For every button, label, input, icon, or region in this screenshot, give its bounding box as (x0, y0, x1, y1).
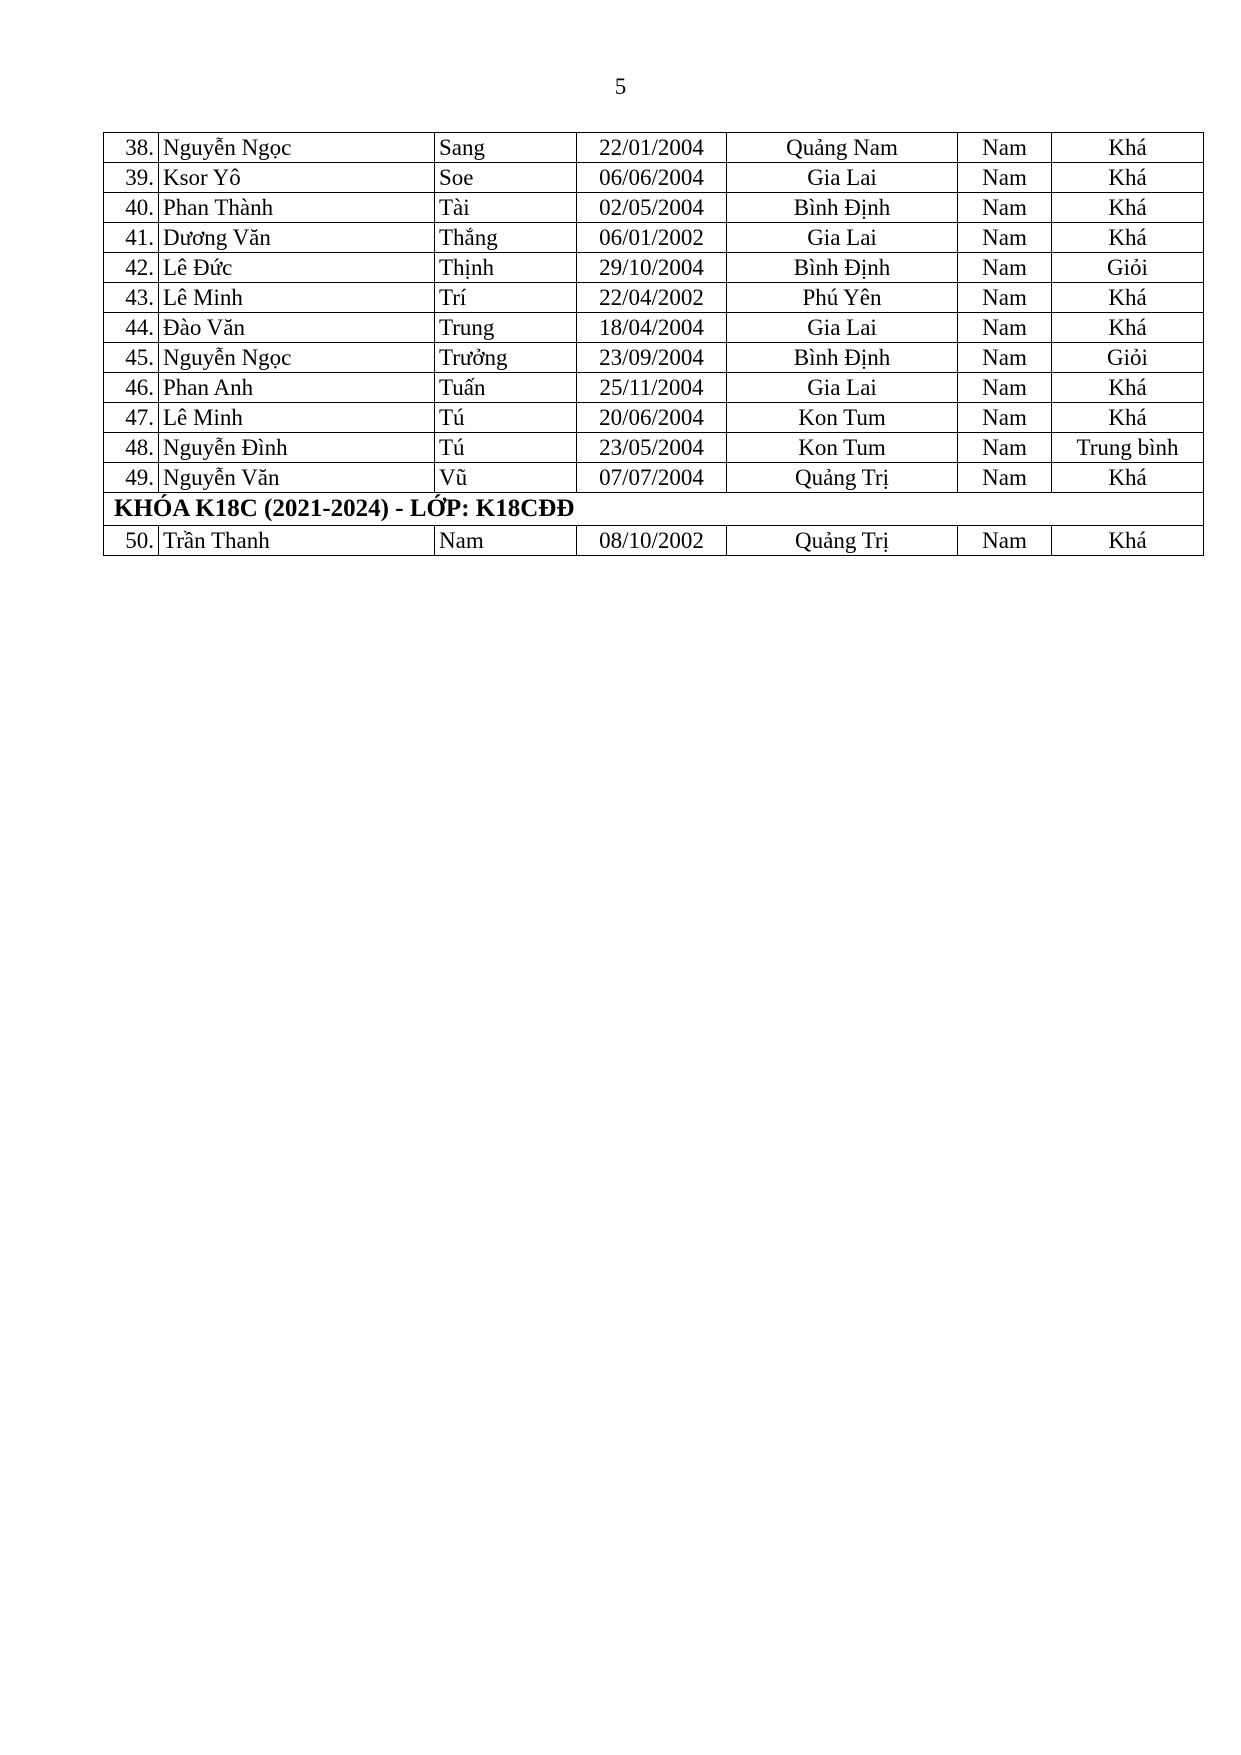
given-name-cell: Tú (435, 433, 577, 463)
table-row (104, 403, 1204, 433)
grade-cell: Khá (1052, 193, 1204, 223)
gender-cell: Nam (958, 343, 1052, 373)
given-name-cell: Trung (435, 313, 577, 343)
birth-date-cell: 23/09/2004 (577, 343, 727, 373)
birth-date-cell: 25/11/2004 (577, 373, 727, 403)
surname-cell: Đào Văn (159, 313, 435, 343)
row-number-cell: 50. (104, 526, 159, 556)
birth-date-cell: 08/10/2002 (577, 526, 727, 556)
table-row (104, 133, 1204, 163)
given-name-cell: Sang (435, 133, 577, 163)
row-number-cell: 39. (104, 163, 159, 193)
gender-cell: Nam (958, 403, 1052, 433)
class-group-heading: KHÓA K18C (2021-2024) - LỚP: K18CĐĐ (104, 493, 1204, 526)
hometown-cell: Gia Lai (727, 163, 958, 193)
table-row (104, 433, 1204, 463)
row-number-cell: 41. (104, 223, 159, 253)
surname-cell: Trần Thanh (159, 526, 435, 556)
grade-cell: Giỏi (1052, 253, 1204, 283)
table-row (104, 193, 1204, 223)
gender-cell: Nam (958, 313, 1052, 343)
birth-date-cell: 22/01/2004 (577, 133, 727, 163)
birth-date-cell: 23/05/2004 (577, 433, 727, 463)
given-name-cell: Trưởng (435, 343, 577, 373)
student-table-body (104, 133, 1204, 556)
surname-cell: Ksor Yô (159, 163, 435, 193)
hometown-cell: Gia Lai (727, 373, 958, 403)
hometown-cell: Bình Định (727, 343, 958, 373)
gender-cell: Nam (958, 463, 1052, 493)
table-row (104, 373, 1204, 403)
hometown-cell: Gia Lai (727, 223, 958, 253)
table-row (104, 223, 1204, 253)
hometown-cell: Quảng Trị (727, 463, 958, 493)
surname-cell: Phan Anh (159, 373, 435, 403)
given-name-cell: Thắng (435, 223, 577, 253)
grade-cell: Khá (1052, 283, 1204, 313)
birth-date-cell: 02/05/2004 (577, 193, 727, 223)
gender-cell: Nam (958, 163, 1052, 193)
row-number-cell: 38. (104, 133, 159, 163)
gender-cell: Nam (958, 373, 1052, 403)
row-number-cell: 47. (104, 403, 159, 433)
grade-cell: Khá (1052, 133, 1204, 163)
gender-cell: Nam (958, 223, 1052, 253)
grade-cell: Giỏi (1052, 343, 1204, 373)
row-number-cell: 42. (104, 253, 159, 283)
student-table (103, 132, 1204, 556)
given-name-cell: Trí (435, 283, 577, 313)
given-name-cell: Soe (435, 163, 577, 193)
grade-cell: Khá (1052, 526, 1204, 556)
hometown-cell: Phú Yên (727, 283, 958, 313)
grade-cell: Trung bình (1052, 433, 1204, 463)
birth-date-cell: 06/06/2004 (577, 163, 727, 193)
birth-date-cell: 22/04/2002 (577, 283, 727, 313)
given-name-cell: Tú (435, 403, 577, 433)
surname-cell: Lê Minh (159, 283, 435, 313)
given-name-cell: Thịnh (435, 253, 577, 283)
grade-cell: Khá (1052, 463, 1204, 493)
surname-cell: Phan Thành (159, 193, 435, 223)
table-row (104, 343, 1204, 373)
birth-date-cell: 29/10/2004 (577, 253, 727, 283)
gender-cell: Nam (958, 433, 1052, 463)
birth-date-cell: 20/06/2004 (577, 403, 727, 433)
class-group-row (104, 493, 1204, 526)
hometown-cell: Bình Định (727, 193, 958, 223)
gender-cell: Nam (958, 283, 1052, 313)
table-row (104, 313, 1204, 343)
grade-cell: Khá (1052, 223, 1204, 253)
hometown-cell: Gia Lai (727, 313, 958, 343)
birth-date-cell: 18/04/2004 (577, 313, 727, 343)
table-row (104, 163, 1204, 193)
table-row (104, 463, 1204, 493)
gender-cell: Nam (958, 253, 1052, 283)
table-row (104, 253, 1204, 283)
surname-cell: Lê Minh (159, 403, 435, 433)
given-name-cell: Nam (435, 526, 577, 556)
given-name-cell: Tuấn (435, 373, 577, 403)
gender-cell: Nam (958, 133, 1052, 163)
given-name-cell: Vũ (435, 463, 577, 493)
table-row (104, 283, 1204, 313)
grade-cell: Khá (1052, 403, 1204, 433)
row-number-cell: 40. (104, 193, 159, 223)
surname-cell: Lê Đức (159, 253, 435, 283)
birth-date-cell: 06/01/2002 (577, 223, 727, 253)
table-row (104, 526, 1204, 556)
grade-cell: Khá (1052, 313, 1204, 343)
birth-date-cell: 07/07/2004 (577, 463, 727, 493)
row-number-cell: 43. (104, 283, 159, 313)
surname-cell: Nguyễn Ngọc (159, 133, 435, 163)
surname-cell: Nguyễn Văn (159, 463, 435, 493)
gender-cell: Nam (958, 193, 1052, 223)
row-number-cell: 44. (104, 313, 159, 343)
hometown-cell: Quảng Trị (727, 526, 958, 556)
gender-cell: Nam (958, 526, 1052, 556)
grade-cell: Khá (1052, 373, 1204, 403)
row-number-cell: 49. (104, 463, 159, 493)
page-number: 5 (614, 74, 627, 99)
row-number-cell: 46. (104, 373, 159, 403)
hometown-cell: Kon Tum (727, 433, 958, 463)
row-number-cell: 45. (104, 343, 159, 373)
grade-cell: Khá (1052, 163, 1204, 193)
hometown-cell: Quảng Nam (727, 133, 958, 163)
hometown-cell: Bình Định (727, 253, 958, 283)
surname-cell: Nguyễn Đình (159, 433, 435, 463)
row-number-cell: 48. (104, 433, 159, 463)
given-name-cell: Tài (435, 193, 577, 223)
surname-cell: Nguyễn Ngọc (159, 343, 435, 373)
hometown-cell: Kon Tum (727, 403, 958, 433)
surname-cell: Dương Văn (159, 223, 435, 253)
